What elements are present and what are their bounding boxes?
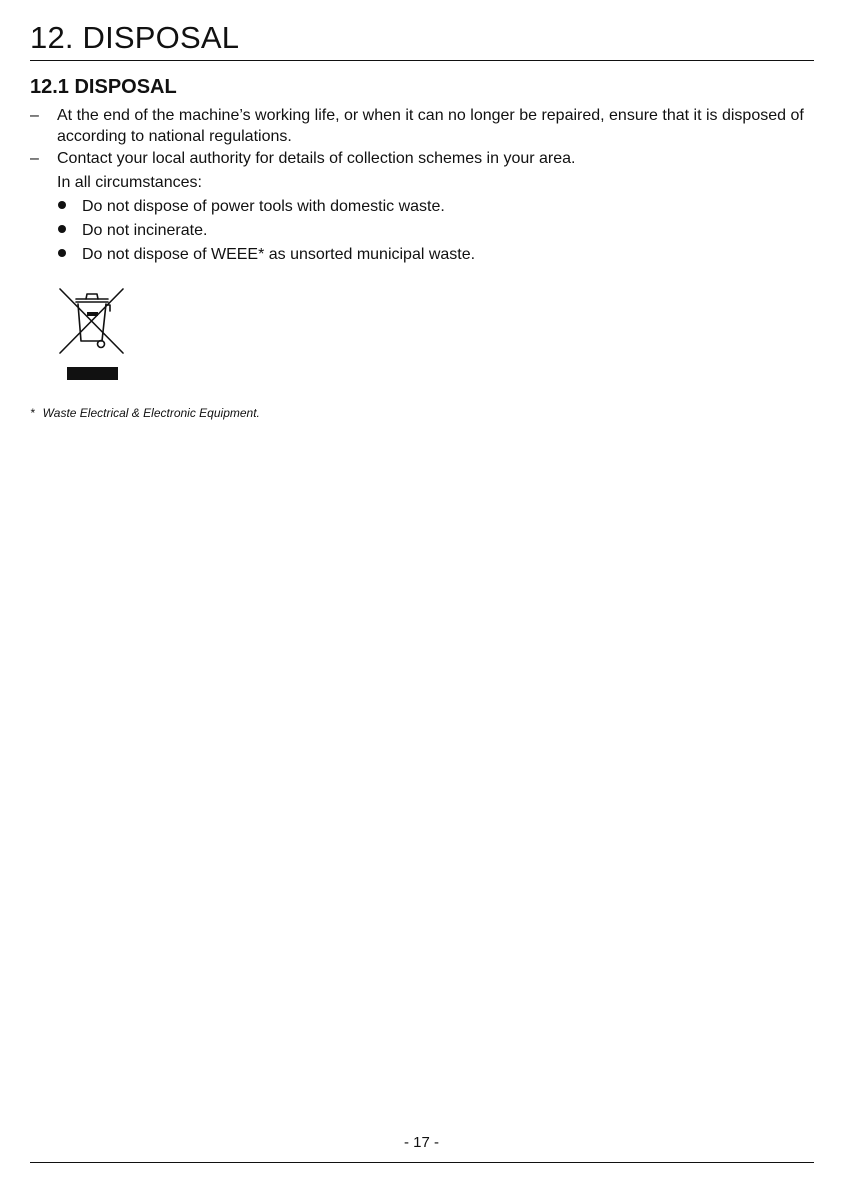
section-heading: 12.1 DISPOSAL: [30, 76, 177, 98]
title-divider: [30, 60, 814, 61]
dash-marker: –: [30, 150, 39, 167]
dash-item-text: Contact your local authority for details of collection schemes in your area.: [57, 150, 576, 167]
dash-item-text: At the end of the machine’s working life, or when it can no longer be repaired, ensure that it is disposed of according to national regulations.: [57, 107, 804, 145]
bullet-item: [58, 220, 207, 241]
bullet-dot: [58, 225, 66, 233]
page-title: 12. DISPOSAL: [30, 20, 240, 55]
bullet-text: Do not dispose of WEEE* as unsorted municipal waste.: [82, 246, 476, 263]
bullet-dot: [58, 201, 66, 209]
bullet-item: [58, 196, 445, 217]
circumstances-intro: In all circumstances:: [57, 174, 202, 191]
bullet-dot: [58, 249, 66, 257]
footnote: [30, 406, 260, 420]
bullet-item: [58, 244, 475, 265]
bullet-text: Do not incinerate.: [82, 222, 208, 239]
crossed-out-wheelie-bin-icon: [56, 285, 128, 383]
dash-list-item: [30, 148, 810, 169]
footnote-marker: *: [30, 406, 35, 420]
dash-marker: –: [30, 107, 39, 124]
footer-divider: [30, 1162, 814, 1163]
footnote-text: Waste Electrical & Electronic Equipment.: [42, 406, 260, 420]
page-number: - 17 -: [403, 1134, 439, 1151]
bullet-text: Do not dispose of power tools with domestic waste.: [82, 198, 445, 215]
dash-list-item: [30, 105, 810, 147]
